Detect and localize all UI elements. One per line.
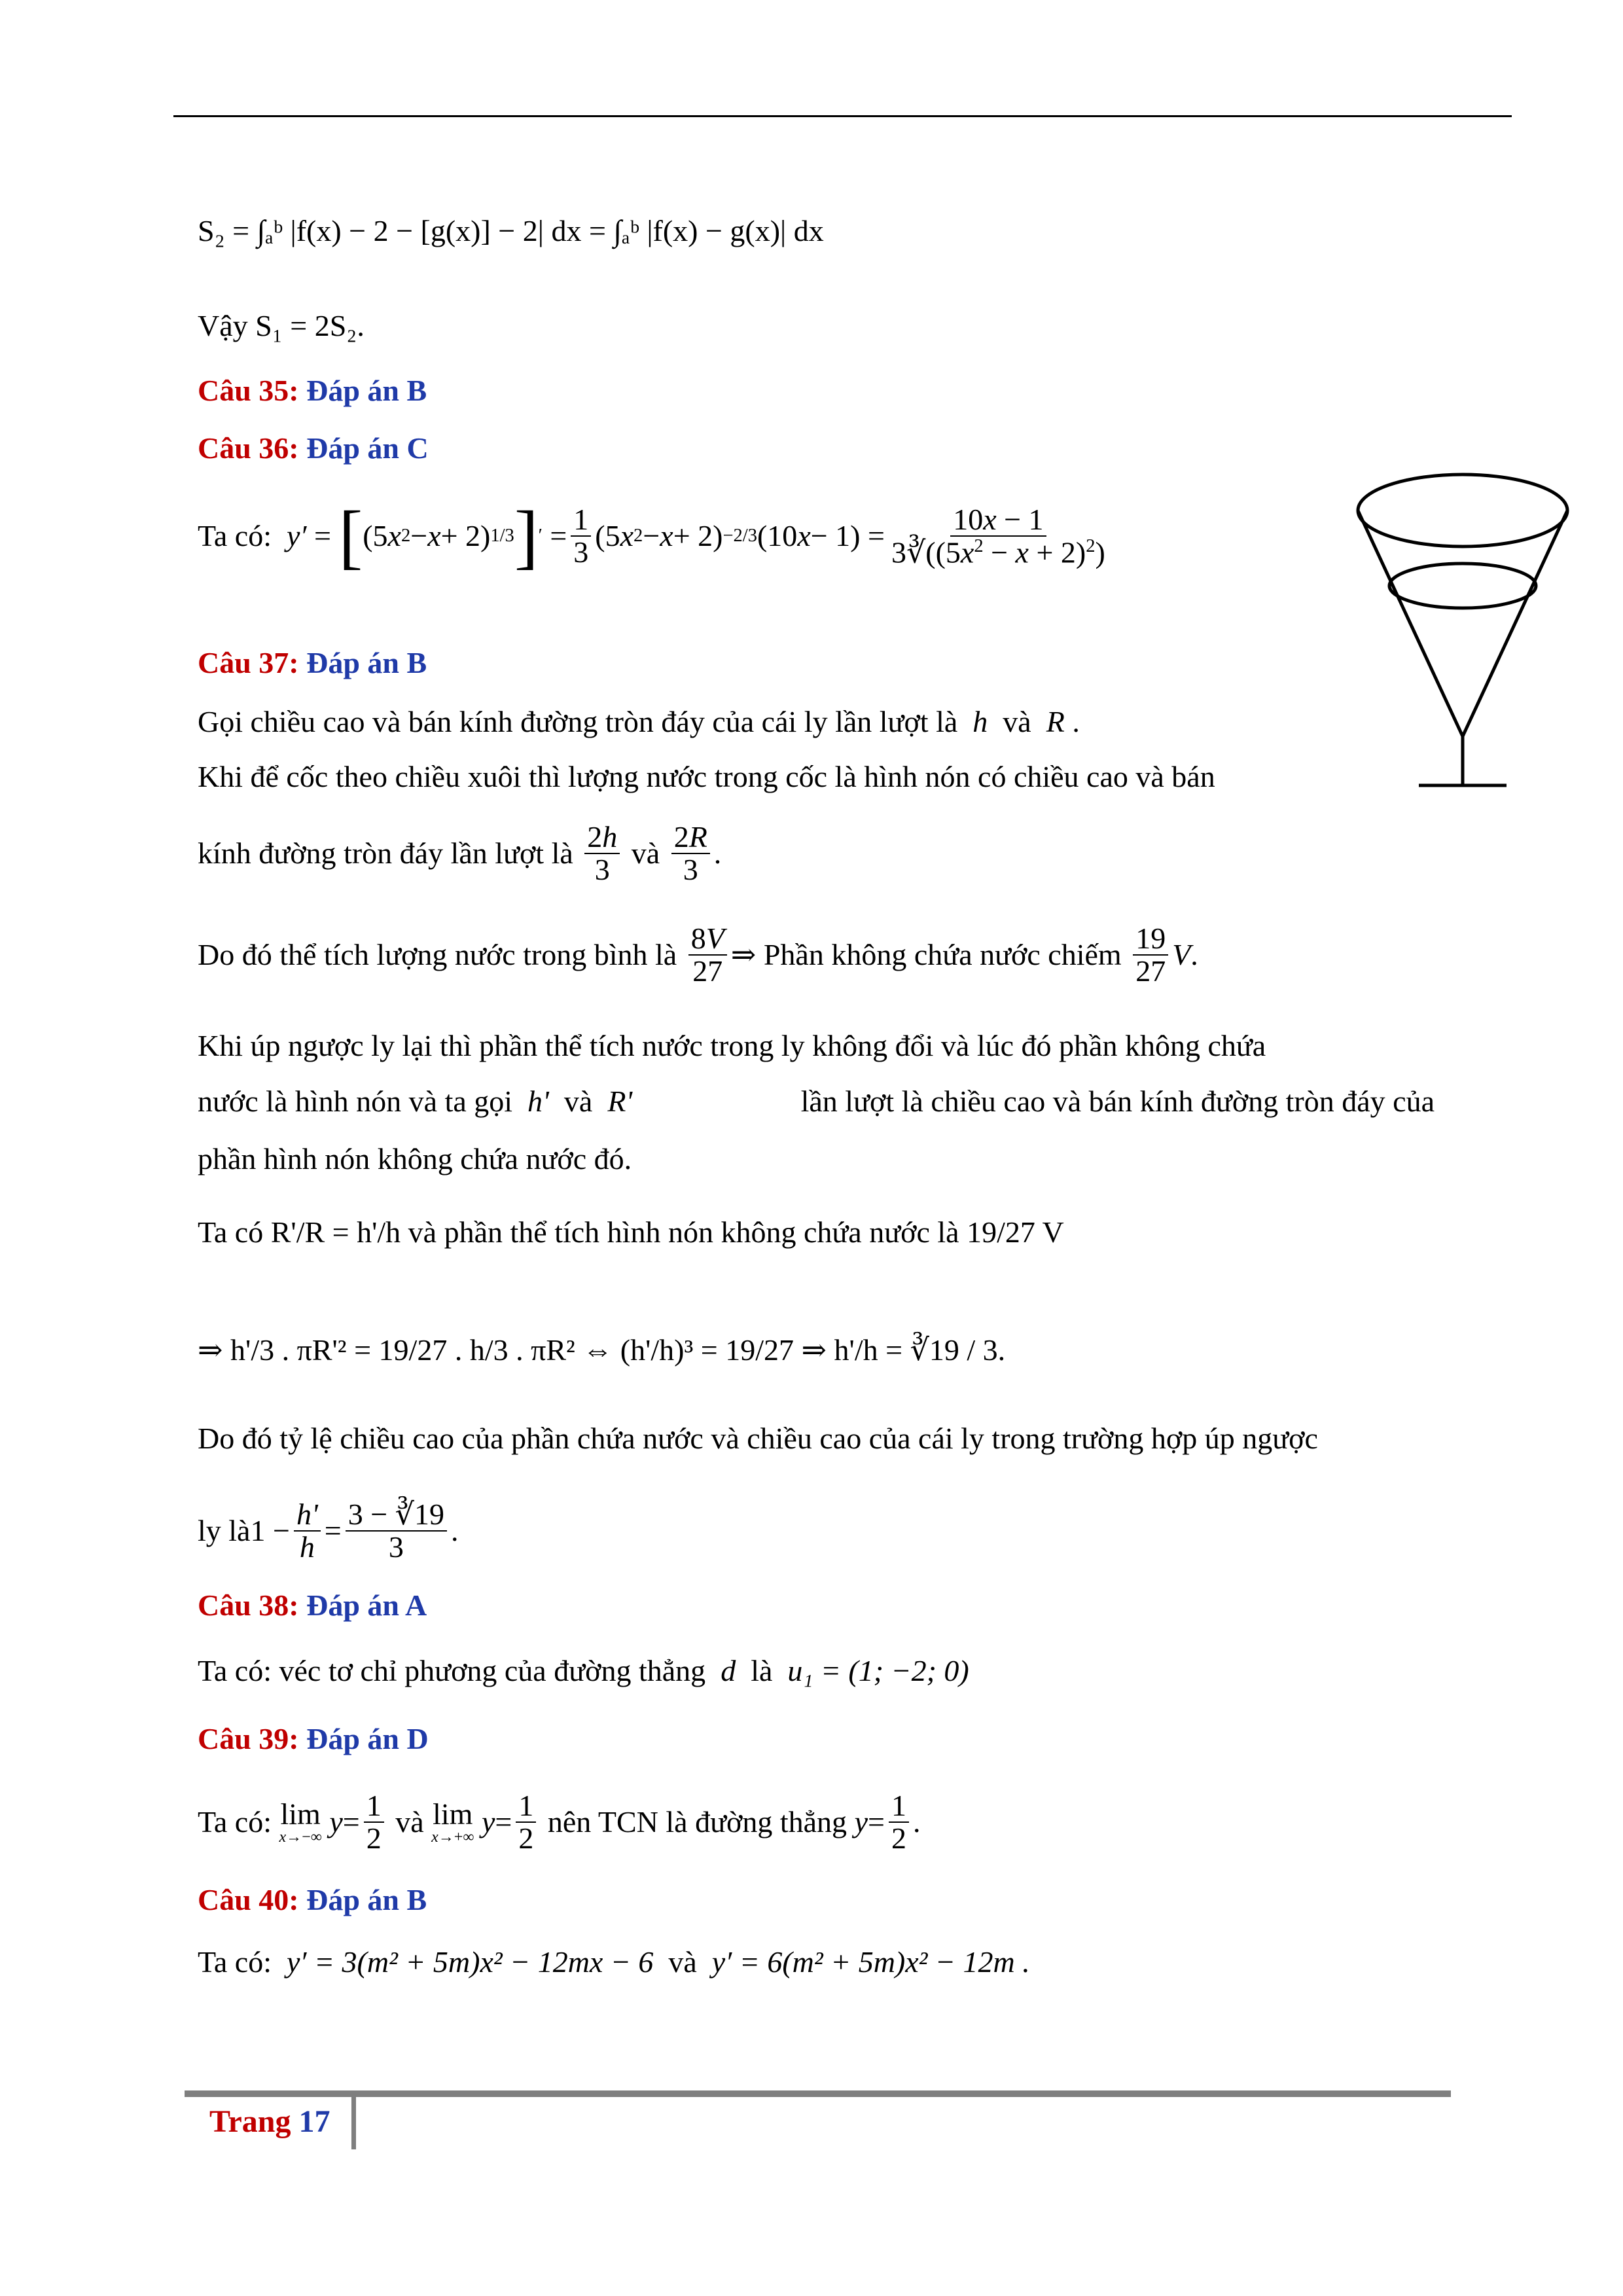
q36-heading: Câu 36: Đáp án C: [198, 431, 429, 465]
q40-text: Ta có: y′ = 3(m² + 5m)x² − 12mx − 6 và y′ = 6(m² + 5m)x² − 12m .: [198, 1945, 1030, 1979]
q37-line-1: Gọi chiều cao và bán kính đường tròn đáy của cái ly lần lượt là h và R .: [198, 705, 1080, 738]
q37-line-2: Khi để cốc theo chiều xuôi thì lượng nước trong cốc là hình nón có chiều cao và bán: [198, 760, 1215, 793]
page-number: Trang 17: [209, 2104, 330, 2139]
q37-line-10: Do đó tỷ lệ chiều cao của phần chứa nước và chiều cao của cái ly trong trường hợp úp ngược: [198, 1422, 1318, 1455]
q39-text: Ta có: lim x→−∞ y = $\frac{1}{2}$ và lim x→+∞ y = $\frac{1}{2}$ nên TCN là đường thẳng y = $\frac{1}{2}$ .: [198, 1789, 921, 1856]
q37-heading: Câu 37: Đáp án B: [198, 646, 427, 679]
q37-line-6: nước là hình nón và ta gọi h' và R' lần lượt là chiều cao và bán kính đường tròn đáy của: [198, 1085, 1435, 1118]
s2-formula: S₂ = ∫ₐᵇ |f(x) − 2 − [g(x)] − 2| dx = ∫ₐᵇ |f(x) − g(x)| dx: [198, 214, 824, 247]
conical-glass-figure: [1348, 471, 1584, 798]
q35-heading: Câu 35: Đáp án B: [198, 374, 427, 407]
footer-divider: [351, 2097, 356, 2149]
q37-line-5: Khi úp ngược ly lại thì phần thể tích nước trong ly không đổi và lúc đó phần không chứa: [198, 1029, 1266, 1062]
q39-heading: Câu 39: Đáp án D: [198, 1722, 429, 1755]
q38-heading: Câu 38: Đáp án A: [198, 1588, 427, 1622]
q37-line-3: kính đường tròn đáy lần lượt là $\frac{2h}{3}$ và $\frac{2R}{3}$ .: [198, 820, 722, 887]
conclusion-line: Vậy S₁ = 2S₂.: [198, 309, 365, 342]
q37-line-4: Do đó thể tích lượng nước trong bình là $\frac{8V}{27}$ ⇒ Phần không chứa nước chiếm $\frac{19}{27}$ V .: [198, 922, 1198, 988]
header-rule: [173, 115, 1512, 117]
q37-line-7: phần hình nón không chứa nước đó.: [198, 1142, 632, 1175]
q37-line-9: ⇒ h'/3 . πR'² = 19/27 . h/3 . πR² ⇔ (h'/h)³ = 19/27 ⇒ h'/h = ∛19 / 3.: [198, 1333, 1006, 1367]
q37-line-11: ly là 1 − $\frac{h'}{h}$ = $\frac{3 - ∛19}{3}$ .: [198, 1498, 459, 1564]
q38-text: Ta có: véc tơ chỉ phương của đường thẳng d là u₁ = (1; −2; 0): [198, 1654, 969, 1687]
footer-rule: [185, 2090, 1451, 2097]
q37-line-8: Ta có R'/R = h'/h và phần thể tích hình nón không chứa nước là 19/27 V: [198, 1215, 1064, 1249]
q40-heading: Câu 40: Đáp án B: [198, 1883, 427, 1916]
q36-derivative: Ta có: y′ = [ (5 x 2 − x + 2) 1/3 ] ′ = $\frac{1}{3}$ (5 x 2 − x + 2) −2/3 (10 x − 1) = $\frac{10x - 1}{3∛((5x^2 - x + 2)^2)}$: [198, 496, 1105, 577]
